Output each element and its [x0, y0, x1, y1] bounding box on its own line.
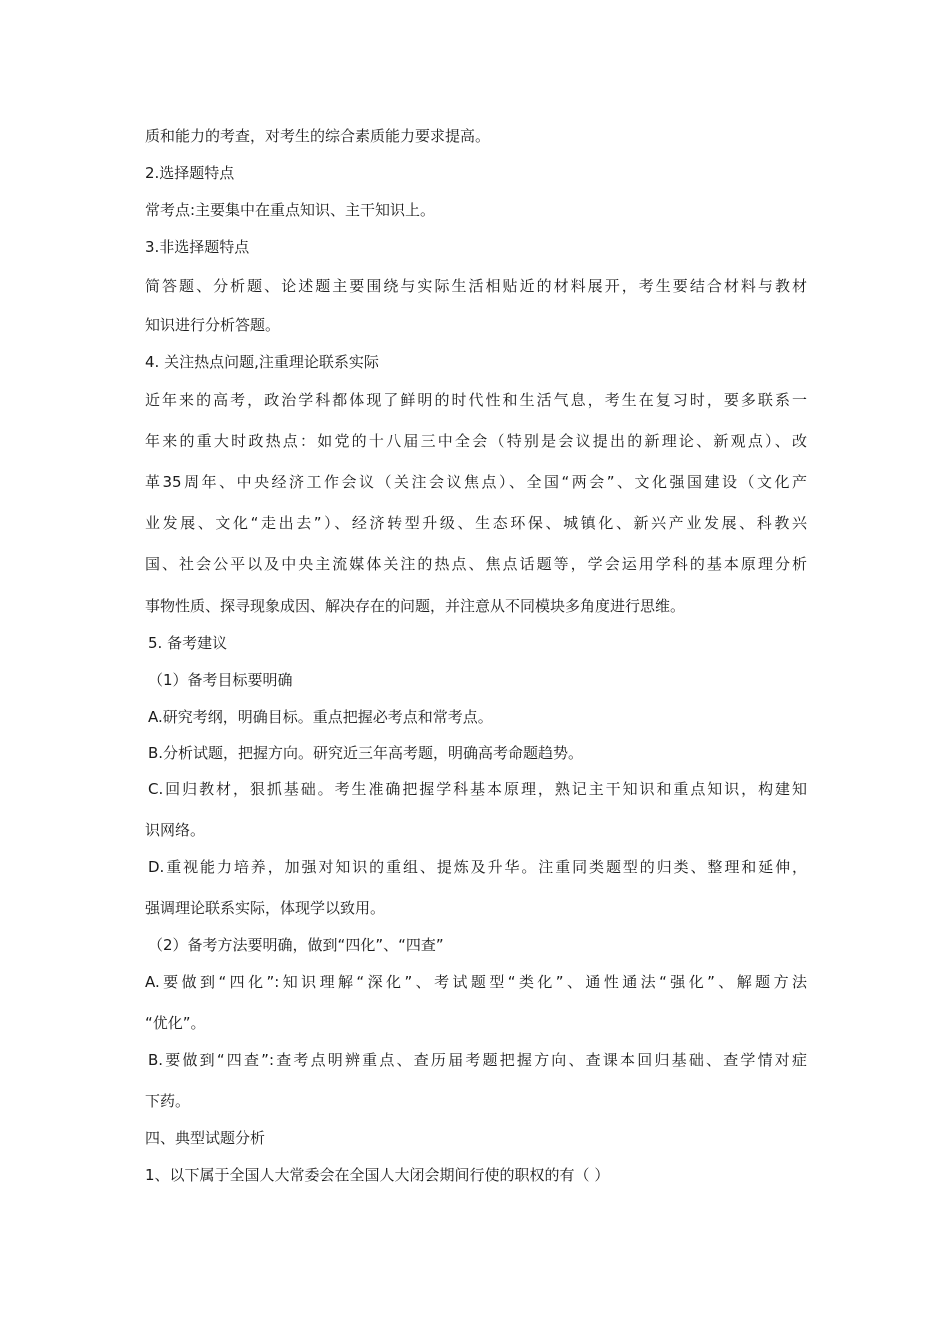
text-line: 常考点:主要集中在重点知识、主干知识上。: [145, 201, 436, 219]
text-line: 年来的重大时政热点：如党的十八届三中全会（特别是会议提出的新理论、新观点）、改: [145, 432, 807, 450]
text-line: 业发展、文化“走出去”）、经济转型升级、生态环保、城镇化、新兴产业发展、科教兴: [145, 514, 807, 532]
section-heading: 2.选择题特点: [145, 164, 235, 182]
subsection-heading: （2）备考方法要明确，做到“四化”、“四查”: [148, 936, 444, 954]
section-heading: 4. 关注热点问题,注重理论联系实际: [145, 353, 379, 371]
list-item: A.研究考纲，明确目标。重点把握必考点和常考点。: [148, 708, 493, 726]
text-line: 下药。: [145, 1092, 191, 1110]
section-heading: 四、典型试题分析: [145, 1129, 266, 1147]
subsection-heading: （1）备考目标要明确: [148, 671, 293, 689]
text-line: 革35周年、中央经济工作会议（关注会议焦点）、全国“两会”、文化强国建设（文化产: [145, 473, 807, 491]
list-item: D.重视能力培养，加强对知识的重组、提炼及升华。注重同类题型的归类、整理和延伸，: [148, 858, 807, 876]
text-line: 知识进行分析答题。: [145, 316, 281, 334]
section-heading: 5. 备考建议: [148, 634, 228, 652]
list-item: C.回归教材，狠抓基础。考生准确把握学科基本原理，熟记主干知识和重点知识，构建知: [148, 780, 807, 798]
text-line: 强调理论联系实际，体现学以致用。: [145, 899, 386, 917]
text-line: “优化”。: [145, 1014, 206, 1032]
text-line: 国、社会公平以及中央主流媒体关注的热点、焦点话题等，学会运用学科的基本原理分析: [145, 555, 807, 573]
text-line: 简答题、分析题、论述题主要围绕与实际生活相贴近的材料展开，考生要结合材料与教材: [145, 277, 807, 295]
text-line: 识网络。: [145, 821, 206, 839]
list-item: A.要做到“四化”:知识理解“深化”、考试题型“类化”、通性通法“强化”、解题方法: [145, 973, 807, 991]
text-line: 质和能力的考查，对考生的综合素质能力要求提高。: [145, 127, 491, 145]
list-item: B.分析试题，把握方向。研究近三年高考题，明确高考命题趋势。: [148, 744, 584, 762]
text-line: 近年来的高考，政治学科都体现了鲜明的时代性和生活气息，考生在复习时，要多联系一: [145, 391, 807, 409]
text-line: 事物性质、探寻现象成因、解决存在的问题，并注意从不同模块多角度进行思维。: [145, 597, 686, 615]
question-text: 1、以下属于全国人大常委会在全国人大闭会期间行使的职权的有（ ）: [145, 1166, 610, 1184]
section-heading: 3.非选择题特点: [145, 238, 250, 256]
list-item: B.要做到“四查”:查考点明辨重点、查历届考题把握方向、查课本回归基础、查学情对症: [148, 1051, 807, 1069]
